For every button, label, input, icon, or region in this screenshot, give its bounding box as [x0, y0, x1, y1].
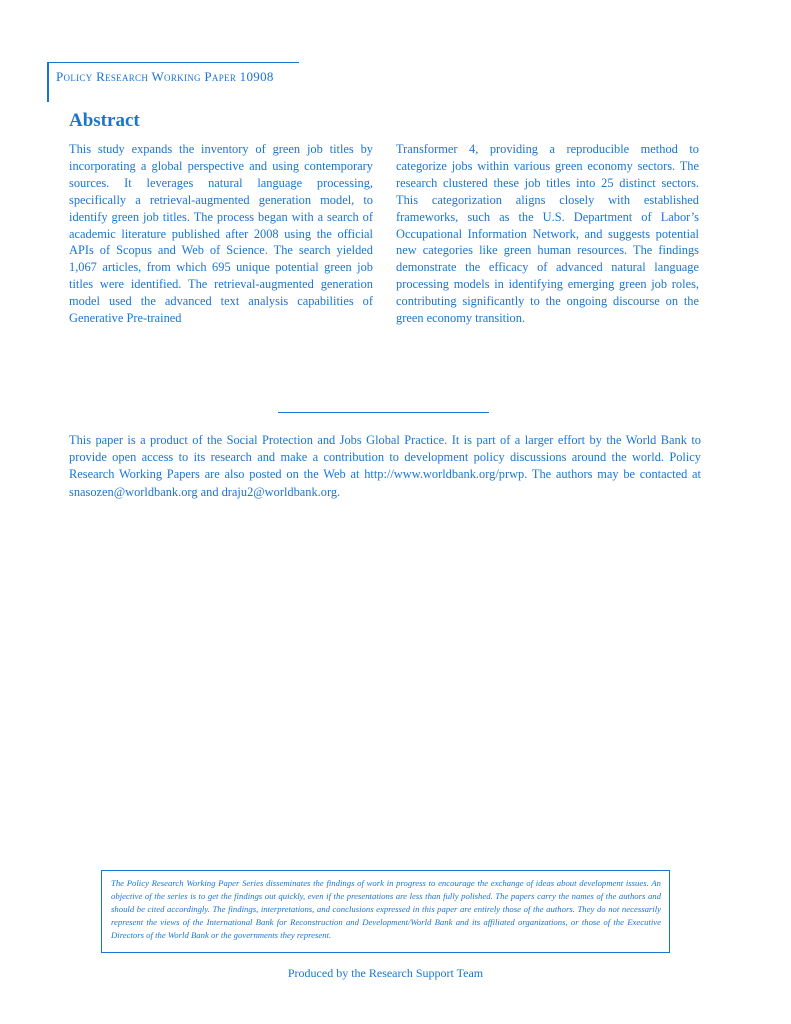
abstract-right-text: Transformer 4, providing a reproducible method to categorize jobs within various green economy sectors. The research clustered these job titles into 25 distinct sectors. This categorization aligns closely with established frameworks, such as the U.S. Department of Labor’s Occupational Information Network, and suggests potential new categories like green human resources. The findings demonstrate the efficacy of advanced natural language processing models in identifying emerging green job roles, contributing significantly to the ongoing discourse on the green economy transition. [396, 142, 699, 326]
abstract-heading: Abstract [69, 110, 140, 131]
abstract-left-text: This study expands the inventory of green job titles by incorporating a global perspective and using contemporary sources. It leverages natural language processing, specifically a retrieval-augmented generation model, to identify green job titles. The process began with a search of academic literature published after 2008 using the official APIs of Scopus and Web of Science. The search yielded 1,067 articles, from which 695 unique potential green job titles were identified. The retrieval-augmented generation model used the advanced text analysis capabilities of Generative Pre-trained [69, 142, 373, 326]
abstract-right-column [396, 141, 699, 327]
abstract-left-column [69, 141, 373, 327]
produced-by-footer: Produced by the Research Support Team [287, 966, 484, 980]
disclaimer-text: The Policy Research Working Paper Series disseminates the findings of work in progress to encourage the exchange of ideas about development issues. An objective of the series is to get the findings out quickly, even if the presentations are less than fully polished. The papers carry the names of the authors and should be cited accordingly. The findings, interpretations, and conclusions expressed in this paper are entirely those of the authors. They do not necessarily represent the views of the International Bank for Reconstruction and Development/World Bank and its affiliated organizations, or those of the Executive Directors of the World Bank or the governments they represent. [111, 878, 661, 941]
series-header-rule-vertical [47, 62, 49, 102]
disclaimer-box [101, 870, 670, 953]
series-title: Policy Research Working Paper 10908 [56, 69, 274, 84]
series-header-rule-horizontal [47, 62, 299, 63]
paper-info-paragraph [69, 432, 701, 501]
paper-info-text: This paper is a product of the Social Protection and Jobs Global Practice. It is part of a larger effort by the World Bank to provide open access to its research and make a contribution to development policy discussions around the world. Policy Research Working Papers are also posted on the Web at http://www.worldbank.org/prwp. The authors may be contacted at snasozen@worldbank.org and draju2@worldbank.org. [69, 433, 701, 499]
section-divider [278, 412, 489, 413]
